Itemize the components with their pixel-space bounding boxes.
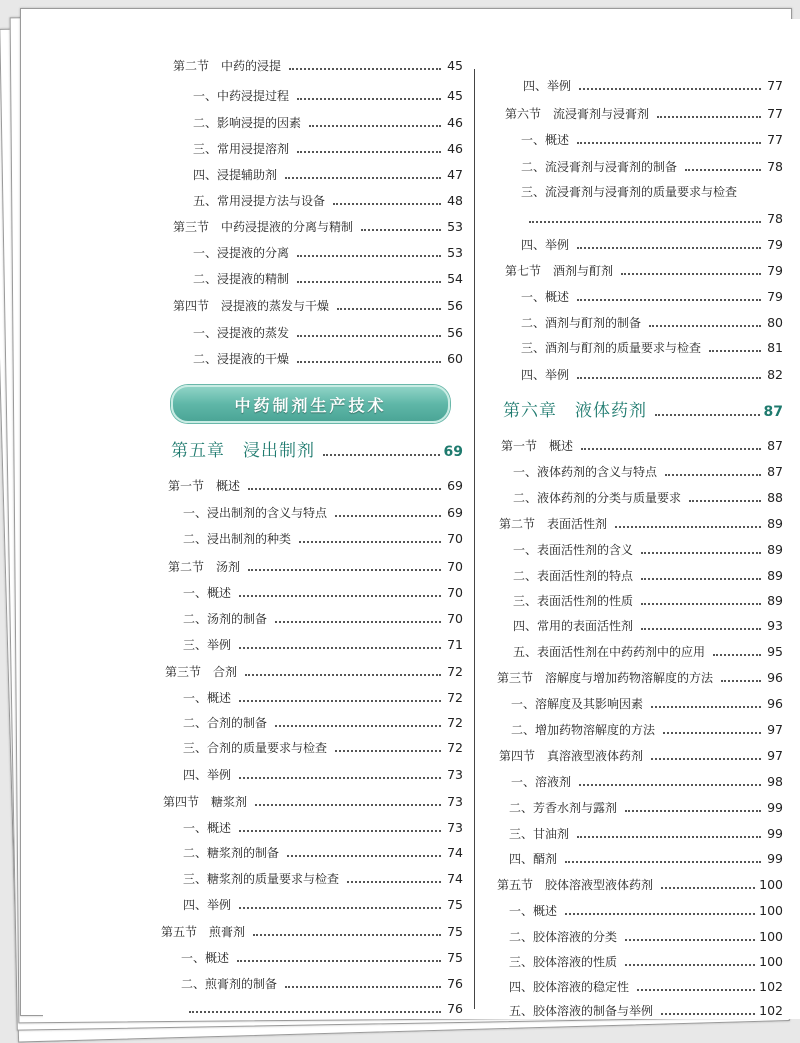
toc-page-number: 77	[767, 78, 783, 93]
toc-item-entry	[521, 368, 783, 382]
toc-page-number: 79	[767, 237, 783, 252]
toc-entry-title: 第五节 胶体溶液型液体药剂	[497, 878, 654, 892]
toc-entry-title: 一、概述	[183, 586, 232, 600]
toc-entry-title: 第二节 汤剂	[168, 560, 241, 574]
leader-dots	[323, 454, 440, 456]
toc-item-entry	[521, 133, 783, 147]
toc-item-entry	[183, 586, 463, 600]
toc-section-entry	[505, 264, 783, 278]
toc-page-number: 72	[447, 715, 463, 730]
toc-item-entry	[183, 898, 463, 912]
toc-entry-title: 二、液体药剂的分类与质量要求	[513, 491, 682, 505]
leader-dots	[663, 732, 761, 734]
toc-page-number: 56	[447, 325, 463, 340]
toc-entry-title: 第五章 浸出制剂	[171, 441, 315, 461]
toc-page-number: 87	[763, 404, 783, 420]
toc-item-entry	[509, 930, 783, 944]
toc-page-number: 48	[447, 193, 463, 208]
toc-entry-title: 一、浸提液的分离	[193, 246, 290, 260]
toc-page-number: 69	[443, 444, 463, 460]
leader-dots	[655, 414, 760, 416]
toc-page-number: 76	[447, 1001, 463, 1016]
toc-page-number: 99	[767, 826, 783, 841]
leader-dots	[297, 98, 441, 100]
toc-entry-title: 一、概述	[521, 133, 570, 147]
toc-entry-title: 五、胶体溶液的制备与举例	[509, 1004, 654, 1018]
toc-item-entry	[509, 852, 783, 866]
toc-entry-title: 三、举例	[183, 638, 232, 652]
front-sheet	[20, 8, 792, 1016]
leader-dots	[275, 725, 441, 727]
toc-page-number: 73	[447, 767, 463, 782]
leader-dots	[189, 1011, 441, 1013]
toc-item-entry	[183, 846, 463, 860]
toc-entry-title: 二、流浸膏剂与浸膏剂的制备	[521, 160, 678, 174]
toc-entry-title: 三、甘油剂	[509, 827, 570, 841]
toc-item-entry	[193, 246, 463, 260]
toc-entry-title: 第二节 中药的浸提	[173, 59, 282, 73]
toc-item-entry	[513, 594, 783, 608]
toc-item-entry	[183, 741, 463, 755]
toc-item-entry	[521, 160, 783, 174]
leader-dots	[335, 515, 441, 517]
leader-dots	[289, 68, 441, 70]
toc-item-entry	[521, 238, 783, 252]
toc-section-entry	[173, 299, 463, 313]
toc-item-entry	[193, 326, 463, 340]
leader-dots	[297, 361, 441, 363]
toc-page-number: 97	[767, 722, 783, 737]
toc-entry-title: 四、举例	[521, 238, 570, 252]
toc-page-number: 89	[767, 593, 783, 608]
part-banner: 中药制剂生产技术	[171, 385, 450, 423]
toc-entry-title: 二、合剂的制备	[183, 716, 268, 730]
toc-item-entry	[521, 316, 783, 330]
toc-page-number: 71	[447, 637, 463, 652]
toc-entry-title: 四、举例	[521, 368, 570, 382]
leader-dots	[255, 804, 441, 806]
toc-entry-title: 一、概述	[521, 290, 570, 304]
toc-page-number: 53	[447, 219, 463, 234]
toc-item-entry	[193, 142, 463, 156]
toc-item-entry	[183, 821, 463, 835]
toc-page-number: 74	[447, 845, 463, 860]
toc-item-entry	[523, 79, 783, 93]
toc-entry-title: 一、溶液剂	[511, 775, 572, 789]
leader-dots	[361, 229, 441, 231]
leader-dots	[665, 474, 761, 476]
toc-item-entry	[181, 1002, 463, 1016]
toc-entry-title: 四、举例	[183, 898, 232, 912]
toc-item-entry	[509, 801, 783, 815]
toc-entry-title: 一、概述	[183, 821, 232, 835]
toc-page-number: 72	[447, 740, 463, 755]
toc-item-entry	[513, 465, 783, 479]
toc-entry-title: 三、合剂的质量要求与检查	[183, 741, 328, 755]
leader-dots	[347, 881, 441, 883]
toc-section-entry	[497, 878, 783, 892]
leader-dots	[239, 647, 441, 649]
toc-section-entry	[161, 925, 463, 939]
toc-entry-title: 一、概述	[509, 904, 558, 918]
leader-dots	[309, 125, 441, 127]
leader-dots	[285, 986, 441, 988]
toc-item-entry	[511, 723, 783, 737]
toc-page-number: 87	[767, 464, 783, 479]
toc-entry-title: 二、糖浆剂的制备	[183, 846, 280, 860]
toc-section-entry	[168, 479, 463, 493]
toc-page-number: 89	[767, 568, 783, 583]
leader-dots	[579, 784, 761, 786]
toc-item-entry	[509, 827, 783, 841]
toc-section-entry	[497, 671, 783, 685]
leader-dots	[297, 255, 441, 257]
toc-page-number: 96	[767, 670, 783, 685]
toc-page-number: 102	[759, 979, 783, 994]
leader-dots	[579, 88, 761, 90]
toc-item-entry	[183, 612, 463, 626]
leader-dots	[661, 1013, 755, 1015]
toc-entry-title: 一、表面活性剂的含义	[513, 543, 634, 557]
toc-page-number: 81	[767, 340, 783, 355]
toc-section-entry	[165, 665, 463, 679]
leader-dots	[577, 377, 761, 379]
leader-dots	[565, 861, 761, 863]
leader-dots	[237, 960, 441, 962]
toc-page-number: 88	[767, 490, 783, 505]
leader-dots	[641, 552, 761, 554]
toc-page-number: 97	[767, 748, 783, 763]
toc-item-entry	[509, 955, 783, 969]
toc-item-entry	[193, 89, 463, 103]
toc-chapter-entry	[171, 441, 463, 461]
leader-dots	[625, 810, 761, 812]
toc-page-number: 54	[447, 271, 463, 286]
toc-entry-title: 第七节 酒剂与酊剂	[505, 264, 614, 278]
toc-page-number: 95	[767, 644, 783, 659]
leader-dots	[299, 541, 441, 543]
toc-item-entry	[183, 768, 463, 782]
toc-entry-title: 四、举例	[183, 768, 232, 782]
toc-entry-title: 第六节 流浸膏剂与浸膏剂	[505, 107, 650, 121]
toc-page-number: 70	[447, 559, 463, 574]
toc-entry-title: 三、常用浸提溶剂	[193, 142, 290, 156]
toc-entry-title: 四、浸提辅助剂	[193, 168, 278, 182]
toc-entry-title: 第四节 真溶液型液体药剂	[499, 749, 644, 763]
toc-page-number: 87	[767, 438, 783, 453]
leader-dots	[239, 907, 441, 909]
toc-page-number: 75	[447, 897, 463, 912]
leader-dots	[641, 628, 761, 630]
toc-page-number: 77	[767, 132, 783, 147]
leader-dots	[285, 177, 441, 179]
toc-page-number: 75	[447, 950, 463, 965]
leader-dots	[615, 526, 761, 528]
toc-entry-title: 二、浸提液的干燥	[193, 352, 290, 366]
toc-item-entry	[193, 168, 463, 182]
toc-item-entry	[183, 691, 463, 705]
toc-page-number: 69	[447, 478, 463, 493]
toc-item-entry	[193, 272, 463, 286]
leader-dots	[651, 706, 761, 708]
toc-page-number: 93	[767, 618, 783, 633]
toc-page-number: 74	[447, 871, 463, 886]
toc-item-entry	[521, 341, 783, 355]
toc-entry-title: 一、概述	[181, 951, 230, 965]
toc-entry-title: 四、醑剂	[509, 852, 558, 866]
leader-dots	[248, 569, 441, 571]
toc-entry-title: 三、表面活性剂的性质	[513, 594, 634, 608]
toc-page-number: 60	[447, 351, 463, 366]
toc-item-entry	[509, 904, 783, 918]
toc-entry-title: 第五节 煎膏剂	[161, 925, 246, 939]
toc-entry-title: 二、浸提液的精制	[193, 272, 290, 286]
leader-dots	[333, 203, 441, 205]
leader-dots	[577, 299, 761, 301]
toc-item-entry	[509, 980, 783, 994]
toc-page-number: 70	[447, 611, 463, 626]
toc-page-number: 89	[767, 516, 783, 531]
leader-dots	[577, 836, 761, 838]
toc-page-number: 72	[447, 690, 463, 705]
toc-page-number: 45	[447, 88, 463, 103]
toc-item-entry	[521, 185, 783, 199]
toc-section-entry	[168, 560, 463, 574]
toc-entry-title: 三、酒剂与酊剂的质量要求与检查	[521, 341, 702, 355]
leader-dots	[621, 273, 761, 275]
toc-page-number: 46	[447, 115, 463, 130]
leader-dots	[239, 595, 441, 597]
leader-dots	[577, 142, 761, 144]
toc-entry-title: 二、影响浸提的因素	[193, 116, 302, 130]
leader-dots	[239, 830, 441, 832]
toc-entry-title: 第一节 概述	[501, 439, 574, 453]
leader-dots	[275, 621, 441, 623]
toc-page-number: 98	[767, 774, 783, 789]
leader-dots	[529, 221, 761, 223]
toc-item-entry	[511, 697, 783, 711]
toc-page-number: 77	[767, 106, 783, 121]
leader-dots	[335, 750, 441, 752]
toc-entry-title: 二、表面活性剂的特点	[513, 569, 634, 583]
leader-dots	[581, 448, 761, 450]
toc-entry-title: 第四节 糖浆剂	[163, 795, 248, 809]
toc-section-entry	[499, 517, 783, 531]
toc-entry-title: 二、浸出制剂的种类	[183, 532, 292, 546]
leader-dots	[641, 603, 761, 605]
leader-dots	[245, 674, 441, 676]
toc-page-number: 79	[767, 263, 783, 278]
leader-dots	[625, 964, 755, 966]
toc-entry-title: 二、胶体溶液的分类	[509, 930, 618, 944]
toc-page-number: 72	[447, 664, 463, 679]
toc-page-number: 100	[759, 877, 783, 892]
toc-item-entry	[193, 352, 463, 366]
toc-page-number: 56	[447, 298, 463, 313]
toc-item-entry	[183, 872, 463, 886]
leader-dots	[661, 887, 755, 889]
leader-dots	[565, 913, 755, 915]
toc-item-entry	[183, 532, 463, 546]
toc-section-entry	[505, 107, 783, 121]
leader-dots	[297, 151, 441, 153]
toc-item-entry	[193, 116, 463, 130]
toc-item-entry	[183, 716, 463, 730]
toc-section-entry	[501, 439, 783, 453]
toc-page-number: 47	[447, 167, 463, 182]
toc-entry-title: 二、煎膏剂的制备	[181, 977, 278, 991]
leader-dots	[297, 335, 441, 337]
toc-section-entry	[499, 749, 783, 763]
toc-entry-title: 一、浸出制剂的含义与特点	[183, 506, 328, 520]
toc-page-number: 69	[447, 505, 463, 520]
toc-page-number: 99	[767, 851, 783, 866]
leader-dots	[239, 777, 441, 779]
toc-entry-title: 二、汤剂的制备	[183, 612, 268, 626]
toc-page-number: 46	[447, 141, 463, 156]
leader-dots	[287, 855, 441, 857]
toc-page-number: 89	[767, 542, 783, 557]
toc-item-entry	[513, 491, 783, 505]
toc-item-entry	[513, 569, 783, 583]
toc-section-entry	[173, 59, 463, 73]
toc-entry-title: 一、液体药剂的含义与特点	[513, 465, 658, 479]
leader-dots	[253, 934, 441, 936]
toc-entry-title: 一、浸提液的蒸发	[193, 326, 290, 340]
toc-page	[43, 19, 800, 1019]
toc-section-entry	[173, 220, 463, 234]
toc-item-entry	[183, 506, 463, 520]
toc-entry-title: 三、糖浆剂的质量要求与检查	[183, 872, 340, 886]
toc-page-number: 79	[767, 289, 783, 304]
toc-entry-title: 第一节 概述	[168, 479, 241, 493]
leader-dots	[689, 500, 761, 502]
toc-item-entry	[183, 638, 463, 652]
leader-dots	[649, 325, 761, 327]
column-divider	[474, 69, 475, 1009]
leader-dots	[709, 350, 761, 352]
toc-page-number: 70	[447, 531, 463, 546]
toc-page-number: 78	[767, 211, 783, 226]
toc-page-number: 75	[447, 924, 463, 939]
leader-dots	[651, 758, 761, 760]
toc-item-entry	[181, 951, 463, 965]
toc-item-entry	[521, 290, 783, 304]
toc-page-number: 100	[759, 954, 783, 969]
toc-entry-title: 四、举例	[523, 79, 572, 93]
toc-entry-title: 四、胶体溶液的稳定性	[509, 980, 630, 994]
leader-dots	[637, 989, 755, 991]
toc-entry-title: 二、酒剂与酊剂的制备	[521, 316, 642, 330]
toc-page-number: 82	[767, 367, 783, 382]
toc-item-entry	[181, 977, 463, 991]
leader-dots	[297, 281, 441, 283]
leader-dots	[337, 308, 441, 310]
leader-dots	[239, 700, 441, 702]
toc-page-number: 102	[759, 1003, 783, 1018]
leader-dots	[625, 939, 755, 941]
toc-entry-title: 第四节 浸提液的蒸发与干燥	[173, 299, 330, 313]
toc-page-number: 45	[447, 58, 463, 73]
toc-entry-title: 第三节 中药浸提液的分离与精制	[173, 220, 354, 234]
toc-item-entry	[513, 543, 783, 557]
toc-page-number: 80	[767, 315, 783, 330]
toc-entry-title: 第三节 合剂	[165, 665, 238, 679]
toc-page-number: 78	[767, 159, 783, 174]
leader-dots	[657, 116, 761, 118]
toc-entry-title: 五、表面活性剂在中药药剂中的应用	[513, 645, 706, 659]
toc-page-number: 73	[447, 820, 463, 835]
toc-item-entry	[511, 775, 783, 789]
leader-dots	[713, 654, 761, 656]
toc-entry-title: 三、流浸膏剂与浸膏剂的质量要求与检查	[521, 185, 738, 199]
toc-entry-title: 二、芳香水剂与露剂	[509, 801, 618, 815]
toc-page-number: 100	[759, 903, 783, 918]
toc-entry-title: 第二节 表面活性剂	[499, 517, 608, 531]
leader-dots	[577, 247, 761, 249]
toc-item-entry	[513, 645, 783, 659]
leader-dots	[685, 169, 761, 171]
toc-section-entry	[163, 795, 463, 809]
toc-item-entry	[521, 212, 783, 226]
toc-entry-title: 第六章 液体药剂	[503, 401, 647, 421]
toc-entry-title: 五、常用浸提方法与设备	[193, 194, 326, 208]
toc-entry-title: 三、胶体溶液的性质	[509, 955, 618, 969]
leader-dots	[721, 680, 761, 682]
toc-entry-title: 四、常用的表面活性剂	[513, 619, 634, 633]
toc-entry-title: 一、溶解度及其影响因素	[511, 697, 644, 711]
toc-entry-title: 一、概述	[183, 691, 232, 705]
toc-entry-title: 一、中药浸提过程	[193, 89, 290, 103]
toc-page-number: 100	[759, 929, 783, 944]
toc-item-entry	[513, 619, 783, 633]
toc-chapter-entry	[503, 401, 783, 421]
toc-page-number: 73	[447, 794, 463, 809]
toc-item-entry	[509, 1004, 783, 1018]
toc-page-number: 76	[447, 976, 463, 991]
toc-page-number: 53	[447, 245, 463, 260]
toc-entry-title: 第三节 溶解度与增加药物溶解度的方法	[497, 671, 714, 685]
toc-page-number: 99	[767, 800, 783, 815]
toc-page-number: 70	[447, 585, 463, 600]
toc-entry-title: 二、增加药物溶解度的方法	[511, 723, 656, 737]
toc-page-number: 96	[767, 696, 783, 711]
leader-dots	[641, 578, 761, 580]
leader-dots	[248, 488, 441, 490]
toc-item-entry	[193, 194, 463, 208]
